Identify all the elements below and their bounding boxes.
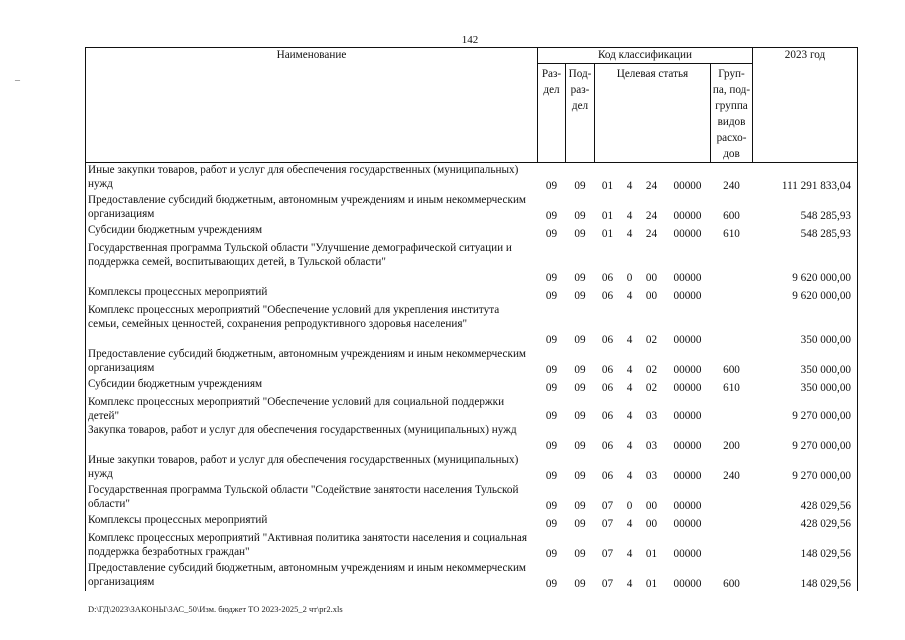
row-amount: 111 291 833,04: [753, 163, 858, 193]
table-row: [86, 395, 858, 423]
row-expense-group: 600: [723, 363, 740, 376]
row-razdel: 09: [545, 439, 558, 452]
header-code-group: Код классификации: [538, 48, 753, 64]
table-row: [86, 303, 858, 347]
row-amount: 350 000,00: [753, 303, 858, 347]
table-row: [86, 513, 858, 531]
row-podrazdel: 09: [574, 227, 586, 240]
row-amount: 148 029,56: [753, 531, 858, 561]
row-target-direction: 00000: [673, 227, 702, 240]
row-razdel: 09: [545, 469, 558, 482]
row-target-event: 02: [645, 333, 658, 346]
row-podrazdel: 09: [574, 209, 586, 222]
row-target-program: 06: [601, 363, 614, 376]
row-amount: 350 000,00: [753, 377, 858, 395]
row-target-direction: 00000: [673, 333, 702, 346]
header-year: 2023 год: [753, 48, 858, 163]
row-name: Комплексы процессных мероприятий: [86, 285, 538, 303]
row-amount: 9 620 000,00: [753, 285, 858, 303]
row-target-direction: 00000: [673, 289, 702, 302]
row-target-program: 06: [601, 289, 614, 302]
row-name: Комплекс процессных мероприятий "Обеспечение условий для укрепления института семьи, семейных ценностей, сохранения репродуктивного здоровья населения": [86, 303, 538, 347]
row-target-program: 07: [601, 547, 614, 560]
row-expense-group: 240: [723, 469, 740, 482]
row-target-event: 24: [645, 179, 658, 192]
row-name: Предоставление субсидий бюджетным, автономным учреждениям и иным некоммерческим организациям: [86, 193, 538, 223]
row-expense-group: [711, 303, 753, 347]
row-podrazdel: 09: [574, 409, 586, 422]
row-target-direction: 00000: [673, 409, 702, 422]
row-razdel: 09: [545, 381, 558, 394]
budget-table: [85, 47, 858, 591]
row-name: Комплекс процессных мероприятий "Активная политика занятости населения и социальная поддержка безработных граждан": [86, 531, 538, 561]
row-expense-group: [711, 483, 753, 513]
table-row: [86, 347, 858, 377]
row-target-program: 07: [601, 577, 614, 590]
row-target-event: 02: [645, 363, 658, 376]
row-podrazdel: 09: [574, 289, 586, 302]
row-expense-group: [711, 531, 753, 561]
table-row: [86, 483, 858, 513]
row-target-program: 06: [601, 333, 614, 346]
row-podrazdel: 09: [574, 179, 586, 192]
row-name: Комплексы процессных мероприятий: [86, 513, 538, 531]
row-target-direction: 00000: [673, 469, 702, 482]
table-row: [86, 377, 858, 395]
row-target-type: 4: [626, 227, 633, 240]
row-target-direction: 00000: [673, 209, 702, 222]
row-target-direction: 00000: [673, 439, 702, 452]
row-name: Предоставление субсидий бюджетным, автономным учреждениям и иным некоммерческим организациям: [86, 347, 538, 377]
row-target-direction: 00000: [673, 381, 702, 394]
row-target-program: 06: [601, 271, 614, 284]
row-target-event: 24: [645, 227, 658, 240]
row-name: Субсидии бюджетным учреждениям: [86, 223, 538, 241]
header-razdel: Раз- дел: [538, 64, 566, 163]
row-amount: 9 270 000,00: [753, 423, 858, 453]
row-target-type: 4: [626, 547, 633, 560]
table-row: [86, 223, 858, 241]
row-target-type: 4: [626, 439, 633, 452]
row-target-program: 07: [601, 517, 614, 530]
row-target-program: 06: [601, 439, 614, 452]
table-row: [86, 423, 858, 453]
table-row: [86, 241, 858, 285]
row-target-program: 06: [601, 469, 614, 482]
row-target-type: 4: [626, 333, 633, 346]
row-podrazdel: 09: [574, 469, 586, 482]
row-target-type: 0: [626, 499, 633, 512]
footer-file-path: D:\ГД\2023\ЗАКОНЫ\ЗАС_50\Изм. бюджет ТО 2023-2025_2 чт\pr2.xls: [88, 604, 343, 614]
row-amount: 428 029,56: [753, 483, 858, 513]
row-amount: 428 029,56: [753, 513, 858, 531]
row-target-program: 06: [601, 381, 614, 394]
row-target-direction: 00000: [673, 547, 702, 560]
row-amount: 548 285,93: [753, 193, 858, 223]
row-target-direction: 00000: [673, 363, 702, 376]
row-target-direction: 00000: [673, 517, 702, 530]
row-target-direction: 00000: [673, 577, 702, 590]
row-razdel: 09: [545, 517, 558, 530]
row-podrazdel: 09: [574, 499, 586, 512]
row-expense-group: [711, 241, 753, 285]
row-expense-group: 610: [723, 381, 740, 394]
row-name: Комплекс процессных мероприятий "Обеспечение условий для социальной поддержки детей": [86, 395, 538, 423]
row-target-type: 0: [626, 271, 633, 284]
row-target-type: 4: [626, 577, 633, 590]
table-row: [86, 453, 858, 483]
row-target-type: 4: [626, 469, 633, 482]
row-target-type: 4: [626, 381, 633, 394]
row-razdel: 09: [545, 289, 558, 302]
table-row: [86, 193, 858, 223]
row-target-program: 06: [601, 409, 614, 422]
row-name: Закупка товаров, работ и услуг для обеспечения государственных (муниципальных) нужд: [86, 423, 538, 453]
row-target-type: 4: [626, 409, 633, 422]
row-podrazdel: 09: [574, 271, 586, 284]
row-amount: 9 620 000,00: [753, 241, 858, 285]
table-row: [86, 561, 858, 591]
row-target-program: 01: [601, 209, 614, 222]
row-razdel: 09: [545, 409, 558, 422]
row-expense-group: 600: [723, 577, 740, 590]
row-podrazdel: 09: [574, 363, 586, 376]
header-vid: Груп- па, под- группа видов расхо- дов: [711, 64, 753, 163]
row-target-direction: 00000: [673, 179, 702, 192]
row-amount: 9 270 000,00: [753, 453, 858, 483]
row-target-type: 4: [626, 289, 633, 302]
page-number: 142: [461, 34, 479, 46]
margin-mark: –: [15, 75, 20, 86]
row-target-event: 03: [645, 469, 658, 482]
row-expense-group: 610: [723, 227, 740, 240]
row-podrazdel: 09: [574, 381, 586, 394]
row-target-event: 02: [645, 381, 658, 394]
row-target-event: 24: [645, 209, 658, 222]
row-target-type: 4: [626, 209, 633, 222]
row-target-direction: 00000: [673, 499, 702, 512]
row-expense-group: 240: [723, 179, 740, 192]
row-expense-group: 600: [723, 209, 740, 222]
header-name: Наименование: [86, 48, 538, 163]
row-podrazdel: 09: [574, 517, 586, 530]
table-row: [86, 163, 858, 193]
row-razdel: 09: [545, 227, 558, 240]
row-target-type: 4: [626, 363, 633, 376]
row-amount: 548 285,93: [753, 223, 858, 241]
row-razdel: 09: [545, 179, 558, 192]
row-target-program: 07: [601, 499, 614, 512]
row-name: Государственная программа Тульской области "Улучшение демографической ситуации и поддержка семей, воспитывающих детей, в Тульской области": [86, 241, 538, 285]
row-amount: 148 029,56: [753, 561, 858, 591]
row-name: Иные закупки товаров, работ и услуг для обеспечения государственных (муниципальных) нужд: [86, 163, 538, 193]
row-target-type: 4: [626, 517, 633, 530]
row-podrazdel: 09: [574, 333, 586, 346]
row-razdel: 09: [545, 499, 558, 512]
row-target-event: 01: [645, 577, 658, 590]
row-name: Субсидии бюджетным учреждениям: [86, 377, 538, 395]
row-podrazdel: 09: [574, 577, 586, 590]
row-target-event: 03: [645, 409, 658, 422]
row-razdel: 09: [545, 333, 558, 346]
row-name: Предоставление субсидий бюджетным, автономным учреждениям и иным некоммерческим организациям: [86, 561, 538, 591]
row-target-event: 01: [645, 547, 658, 560]
row-podrazdel: 09: [574, 439, 586, 452]
header-target: Целевая статья: [595, 64, 711, 163]
row-expense-group: 200: [723, 439, 740, 452]
row-target-program: 01: [601, 227, 614, 240]
table-body: [86, 163, 858, 591]
row-expense-group: [711, 513, 753, 531]
row-name: Государственная программа Тульской области "Содействие занятости населения Тульской области": [86, 483, 538, 513]
row-amount: 350 000,00: [753, 347, 858, 377]
row-amount: 9 270 000,00: [753, 395, 858, 423]
row-razdel: 09: [545, 577, 558, 590]
table-row: [86, 285, 858, 303]
row-target-direction: 00000: [673, 271, 702, 284]
table-row: [86, 531, 858, 561]
row-target-event: 00: [645, 517, 658, 530]
row-podrazdel: 09: [574, 547, 586, 560]
row-target-event: 00: [645, 271, 658, 284]
row-razdel: 09: [545, 547, 558, 560]
row-razdel: 09: [545, 363, 558, 376]
row-name: Иные закупки товаров, работ и услуг для обеспечения государственных (муниципальных) нужд: [86, 453, 538, 483]
row-target-event: 00: [645, 289, 658, 302]
row-target-event: 03: [645, 439, 658, 452]
row-razdel: 09: [545, 209, 558, 222]
header-podrazdel: Под- раз- дел: [566, 64, 595, 163]
row-target-type: 4: [626, 179, 633, 192]
row-expense-group: [711, 285, 753, 303]
row-target-event: 00: [645, 499, 658, 512]
row-target-program: 01: [601, 179, 614, 192]
row-expense-group: [711, 395, 753, 423]
row-razdel: 09: [545, 271, 558, 284]
